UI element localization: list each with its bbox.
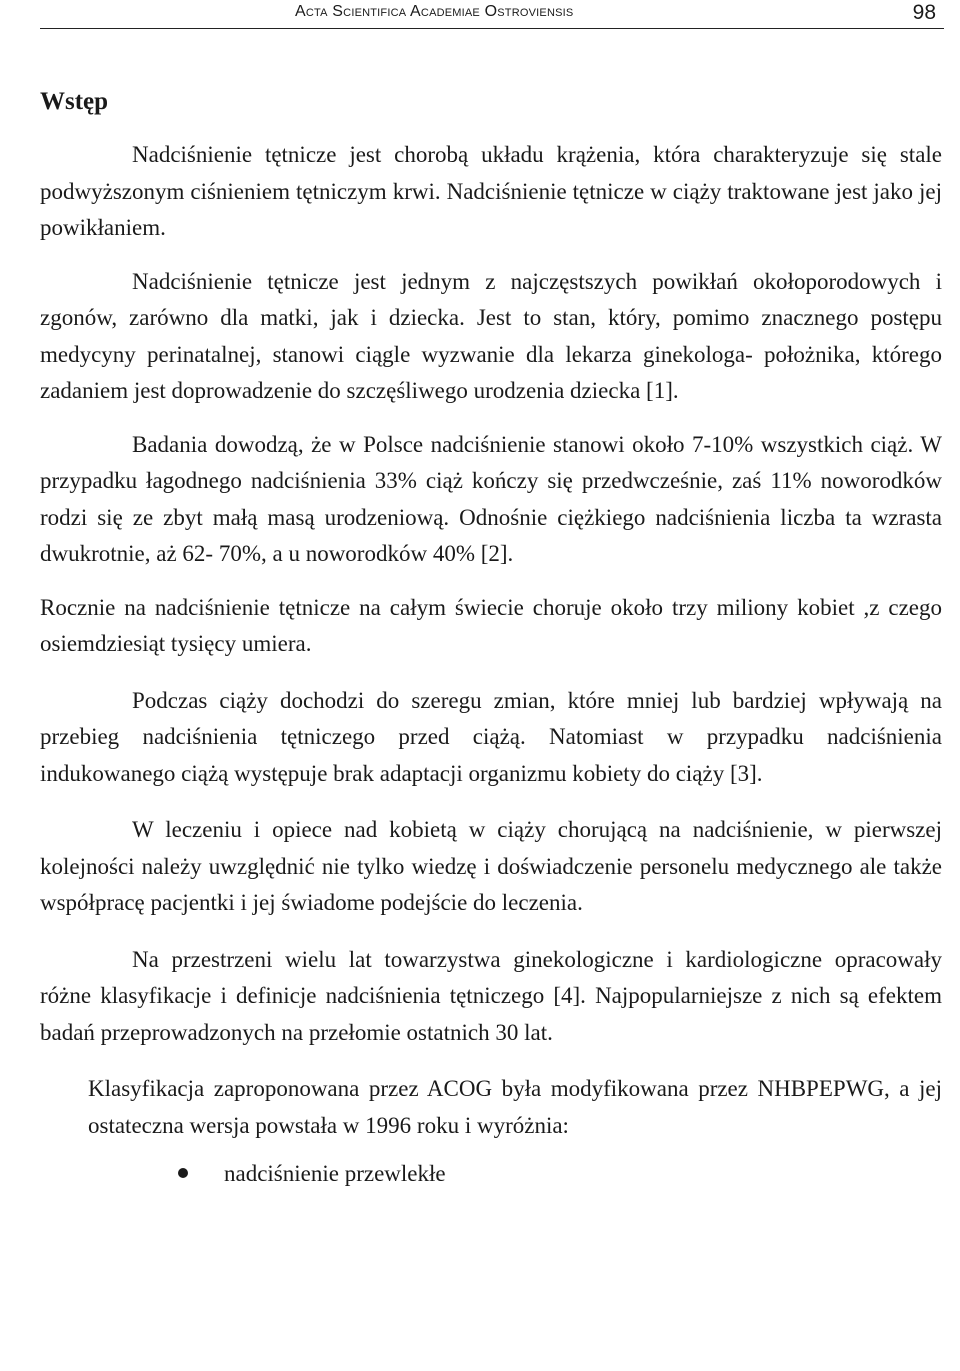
- list-item-text: nadciśnienie przewlekłe: [224, 1161, 446, 1186]
- paragraph-5: Podczas ciąży dochodzi do szeregu zmian, które mniej lub bardziej wpływają na przebieg nadciśnienia tętniczego przed ciążą. Natomiast w przypadku nadciśnienia indukowanego ciążą występuje brak adaptacji organizmu kobiety do ciąży [3].: [40, 687, 942, 786]
- classification-list: [40, 1156, 942, 1192]
- bullet-icon: [178, 1168, 188, 1178]
- paragraph-7: Na przestrzeni wielu lat towarzystwa ginekologiczne i kardiologiczne opracowały różne klasyfikacje i definicje nadciśnienia tętniczego [4]. Najpopularniejsze z nich są efektem badań przeprowadzonych na przełomie ostatnich 30 lat.: [40, 946, 942, 1045]
- paragraph-1: Nadciśnienie tętnicze jest chorobą układu krążenia, która charakteryzuje się stale podwyższonym ciśnieniem tętniczym krwi. Nadciśnienie tętnicze w ciąży traktowane jest jako jej powikłaniem.: [40, 142, 942, 240]
- list-item: [40, 1156, 942, 1192]
- page-number: 98: [912, 1, 936, 24]
- section-heading: Wstęp: [40, 88, 109, 115]
- paragraph-2: Nadciśnienie tętnicze jest jednym z najczęstszych powikłań okołoporodowych i zgonów, zarówno dla matki, jak i dziecka. Jest to stan, który, pomimo znacznego postępu medycyny perinatalnej, stanowi ciągle wyzwanie dla lekarza ginekologa- położnika, którego zadaniem jest doprowadzenie do szczęśliwego urodzenia dziecka [1].: [40, 268, 942, 403]
- paragraph-3: Badania dowodzą, że w Polsce nadciśnienie stanowi około 7-10% wszystkich ciąż. W przypadku łagodnego nadciśnienia 33% ciąż kończy się przedwcześnie, zaś 11% noworodków rodzi się ze zbyt małą masą urodzeniową. Odnośnie ciężkiego nadciśnienia liczba ta wzrasta dwukrotnie, aż 62- 70%, a u noworodków 40% [2].: [40, 431, 942, 566]
- journal-title: Acta Scientifica Academiae Ostroviensis: [295, 3, 574, 20]
- article-body: [40, 84, 942, 1192]
- paragraph-4: Rocznie na nadciśnienie tętnicze na całym świecie choruje około trzy miliony kobiet ,z czego osiemdziesiąt tysięcy umiera.: [40, 594, 942, 656]
- paragraph-8: Klasyfikacja zaproponowana przez ACOG była modyfikowana przez NHBPEPWG, a jej ostateczna wersja powstała w 1996 roku i wyróżnia:: [88, 1076, 942, 1138]
- running-header: [40, 0, 944, 29]
- paragraph-6: W leczeniu i opiece nad kobietą w ciąży chorującą na nadciśnienie, w pierwszej kolejności należy uwzględnić nie tylko wiedzę i doświadczenie personelu medycznego ale także współpracę pacjentki i jej świadome podejście do leczenia.: [40, 817, 942, 915]
